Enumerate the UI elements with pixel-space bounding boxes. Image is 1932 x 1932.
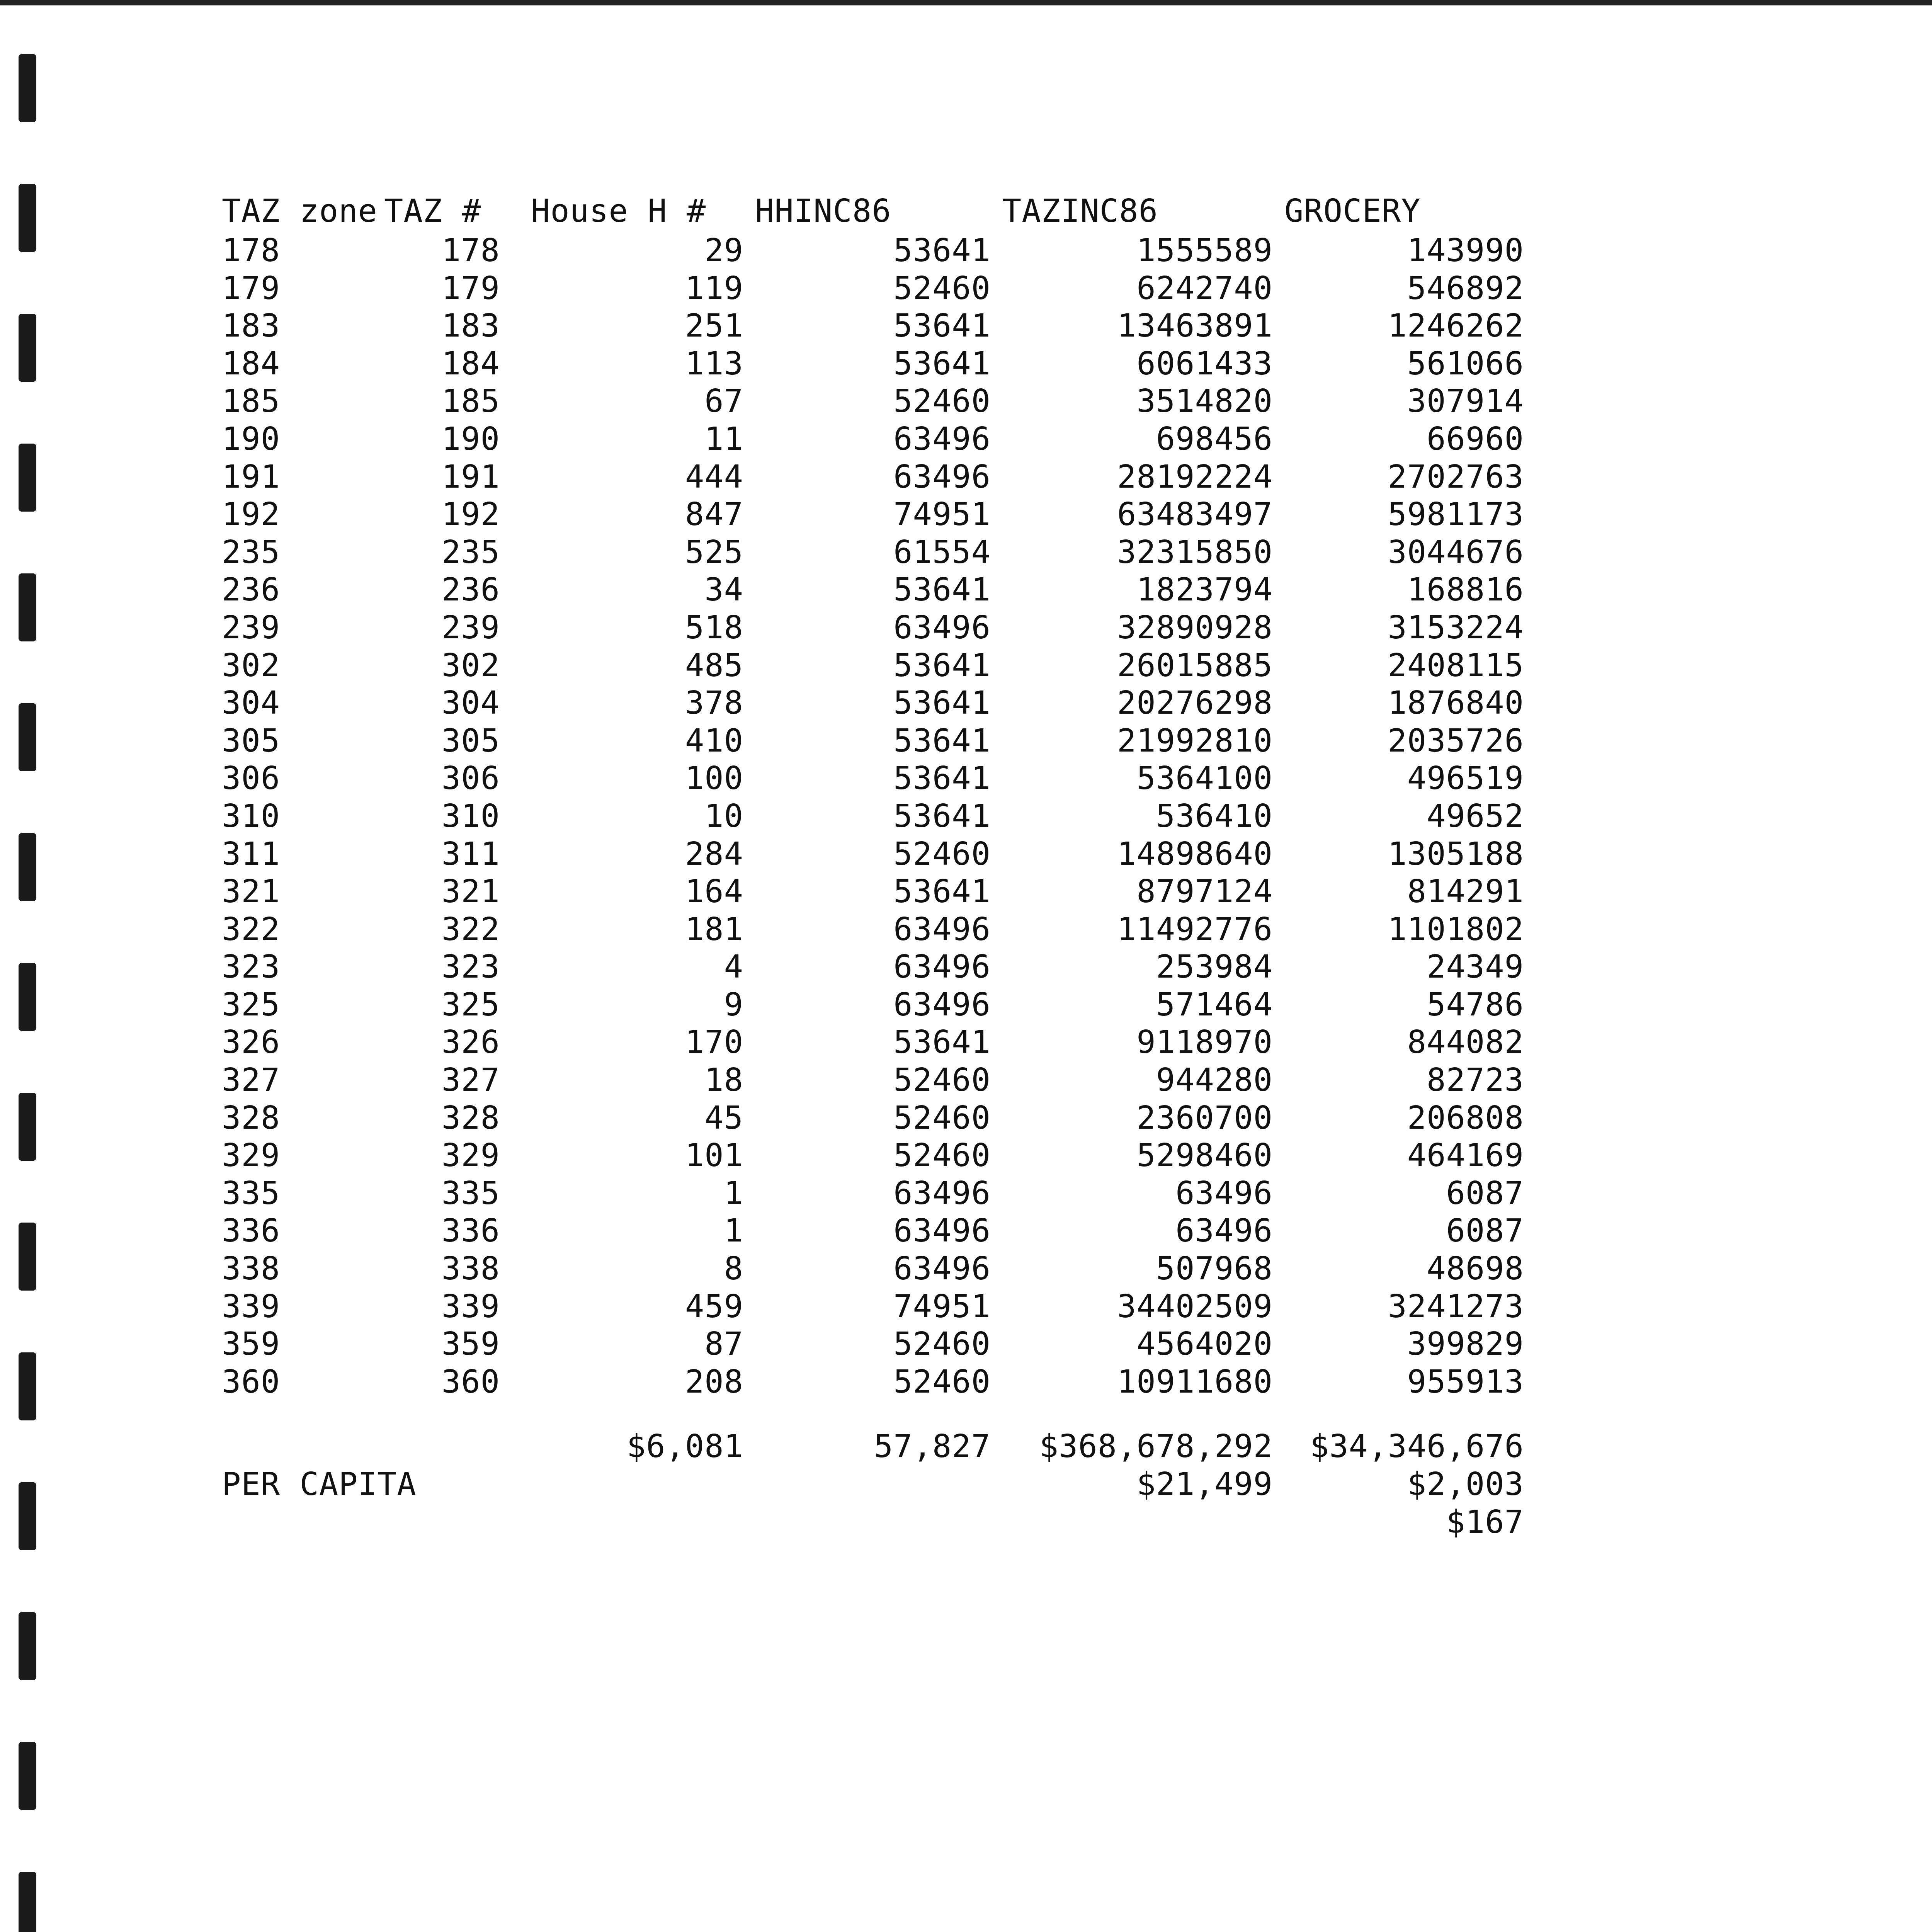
cell-tazinc86: 63496	[1175, 1175, 1273, 1212]
per-capita-extra-blank	[222, 1503, 1273, 1541]
cell-tazinc86: 14898640	[1117, 835, 1273, 872]
cell-taz-zone: 190	[222, 420, 281, 457]
cell-hhinc86: 53641	[893, 798, 991, 835]
cell-tazinc86: 507968	[1156, 1250, 1273, 1287]
cell-households: 34	[704, 571, 743, 609]
cell-tazinc86: 6242740	[1136, 270, 1273, 307]
binding-hole	[19, 963, 36, 1031]
cell-hhinc86: 52460	[893, 1099, 991, 1136]
cell-hhinc86: 63496	[893, 1175, 991, 1212]
binding-hole	[19, 703, 36, 771]
cell-taz-number: 304	[441, 685, 500, 722]
cell-taz-zone: 183	[222, 308, 281, 345]
header-grocery: GROCERY	[1284, 193, 1421, 230]
cell-taz-zone: 310	[222, 798, 281, 835]
cell-hhinc86: 63496	[893, 609, 991, 646]
total-households: $6,081	[626, 1428, 743, 1465]
table-row	[222, 760, 1536, 798]
cell-households: 11	[704, 420, 743, 457]
cell-hhinc86: 74951	[893, 496, 991, 533]
table-row	[222, 647, 1536, 685]
cell-taz-number: 328	[441, 1099, 500, 1136]
cell-grocery: 143990	[1407, 232, 1524, 269]
cell-households: 208	[685, 1363, 743, 1400]
cell-grocery: 24349	[1427, 949, 1524, 986]
cell-taz-number: 306	[441, 760, 500, 797]
data-table	[222, 192, 1536, 1541]
cell-tazinc86: 6061433	[1136, 345, 1273, 382]
cell-tazinc86: 2360700	[1136, 1099, 1273, 1136]
cell-households: 119	[685, 270, 743, 307]
cell-taz-zone: 336	[222, 1213, 281, 1250]
cell-grocery: 546892	[1407, 270, 1524, 307]
cell-taz-number: 336	[441, 1213, 500, 1250]
cell-taz-number: 323	[441, 949, 500, 986]
binding-hole	[19, 314, 36, 382]
cell-grocery: 6087	[1446, 1175, 1524, 1212]
cell-hhinc86: 53641	[893, 722, 991, 759]
cell-tazinc86: 28192224	[1117, 458, 1273, 495]
table-row	[222, 345, 1536, 383]
table-row	[222, 1250, 1536, 1288]
cell-tazinc86: 571464	[1156, 986, 1273, 1023]
table-header	[222, 192, 1536, 232]
per-capita-tazinc: $21,499	[1136, 1466, 1273, 1503]
cell-tazinc86: 10911680	[1117, 1363, 1273, 1400]
cell-taz-zone: 327	[222, 1062, 281, 1099]
cell-grocery: 955913	[1407, 1363, 1524, 1400]
cell-hhinc86: 52460	[893, 270, 991, 307]
cell-taz-number: 321	[441, 873, 500, 910]
totals-blank-number	[384, 1428, 500, 1466]
cell-households: 181	[685, 911, 743, 948]
cell-households: 101	[685, 1137, 743, 1174]
total-grocery: $34,346,676	[1310, 1428, 1524, 1465]
cell-tazinc86: 20276298	[1117, 685, 1273, 722]
cell-grocery: 3153224	[1388, 609, 1524, 646]
cell-taz-number: 360	[441, 1363, 500, 1400]
cell-grocery: 5981173	[1388, 496, 1524, 533]
cell-hhinc86: 63496	[893, 986, 991, 1023]
cell-households: 113	[685, 345, 743, 382]
cell-grocery: 48698	[1427, 1250, 1524, 1287]
cell-taz-number: 311	[441, 835, 500, 872]
cell-taz-number: 239	[441, 609, 500, 646]
cell-grocery: 814291	[1407, 873, 1524, 910]
cell-hhinc86: 63496	[893, 420, 991, 457]
per-capita-grocery-extra: $167	[1446, 1503, 1524, 1541]
cell-taz-zone: 338	[222, 1250, 281, 1287]
cell-taz-zone: 323	[222, 949, 281, 986]
cell-households: 10	[704, 798, 743, 835]
cell-hhinc86: 53641	[893, 685, 991, 722]
cell-taz-number: 305	[441, 722, 500, 759]
cell-tazinc86: 698456	[1156, 420, 1273, 457]
cell-taz-zone: 184	[222, 345, 281, 382]
cell-taz-zone: 329	[222, 1137, 281, 1174]
cell-taz-number: 184	[441, 345, 500, 382]
table-row	[222, 798, 1536, 835]
cell-taz-zone: 302	[222, 647, 281, 684]
binding-hole	[19, 1223, 36, 1291]
cell-households: 87	[704, 1326, 743, 1363]
cell-households: 251	[685, 308, 743, 345]
cell-grocery: 399829	[1407, 1326, 1524, 1363]
cell-hhinc86: 53641	[893, 873, 991, 910]
cell-tazinc86: 944280	[1156, 1062, 1273, 1099]
cell-grocery: 1876840	[1388, 685, 1524, 722]
cell-grocery: 2702763	[1388, 458, 1524, 495]
cell-taz-number: 192	[441, 496, 500, 533]
cell-hhinc86: 53641	[893, 647, 991, 684]
cell-hhinc86: 52460	[893, 835, 991, 872]
cell-taz-number: 322	[441, 911, 500, 948]
binding-hole	[19, 573, 36, 641]
table-row	[222, 458, 1536, 496]
cell-taz-zone: 304	[222, 685, 281, 722]
cell-grocery: 206808	[1407, 1099, 1524, 1136]
cell-tazinc86: 32315850	[1117, 534, 1273, 571]
cell-taz-number: 190	[441, 420, 500, 457]
table-row	[222, 911, 1536, 949]
cell-households: 410	[685, 722, 743, 759]
cell-households: 378	[685, 685, 743, 722]
cell-households: 45	[704, 1099, 743, 1136]
cell-hhinc86: 63496	[893, 949, 991, 986]
cell-households: 525	[685, 534, 743, 571]
cell-hhinc86: 53641	[893, 232, 991, 269]
table-row	[222, 571, 1536, 609]
table-row	[222, 948, 1536, 986]
header-hhinc86: HHINC86	[755, 193, 891, 230]
cell-taz-zone: 185	[222, 383, 281, 420]
binding-hole	[19, 833, 36, 901]
cell-taz-zone: 179	[222, 270, 281, 307]
cell-hhinc86: 63496	[893, 458, 991, 495]
cell-households: 100	[685, 760, 743, 797]
cell-tazinc86: 536410	[1156, 798, 1273, 835]
cell-households: 1	[724, 1175, 743, 1212]
binding-hole	[19, 444, 36, 512]
cell-taz-number: 178	[441, 232, 500, 269]
cell-taz-zone: 321	[222, 873, 281, 910]
table-row	[222, 722, 1536, 760]
cell-taz-number: 302	[441, 647, 500, 684]
cell-hhinc86: 63496	[893, 1250, 991, 1287]
cell-tazinc86: 5298460	[1136, 1137, 1273, 1174]
cell-households: 459	[685, 1288, 743, 1325]
cell-grocery: 49652	[1427, 798, 1524, 835]
cell-taz-zone: 328	[222, 1099, 281, 1136]
cell-households: 67	[704, 383, 743, 420]
cell-grocery: 464169	[1407, 1137, 1524, 1174]
cell-households: 29	[704, 232, 743, 269]
cell-tazinc86: 34402509	[1117, 1288, 1273, 1325]
cell-taz-zone: 311	[222, 835, 281, 872]
cell-households: 485	[685, 647, 743, 684]
cell-taz-zone: 325	[222, 986, 281, 1023]
cell-taz-zone: 239	[222, 609, 281, 646]
cell-hhinc86: 52460	[893, 383, 991, 420]
total-hhinc: 57,827	[874, 1428, 991, 1465]
table-row	[222, 383, 1536, 420]
cell-grocery: 6087	[1446, 1213, 1524, 1250]
cell-grocery: 66960	[1427, 420, 1524, 457]
table-row	[222, 270, 1536, 308]
cell-grocery: 2035726	[1388, 722, 1524, 759]
table-body	[222, 232, 1536, 1401]
cell-taz-zone: 305	[222, 722, 281, 759]
cell-tazinc86: 11492776	[1117, 911, 1273, 948]
cell-hhinc86: 52460	[893, 1326, 991, 1363]
totals-blank-zone	[222, 1428, 384, 1466]
cell-taz-number: 326	[441, 1024, 500, 1061]
table-row	[222, 534, 1536, 571]
binding-hole	[19, 54, 36, 122]
cell-grocery: 561066	[1407, 345, 1524, 382]
per-capita-grocery: $2,003	[1407, 1466, 1524, 1503]
cell-hhinc86: 53641	[893, 760, 991, 797]
cell-taz-number: 179	[441, 270, 500, 307]
cell-taz-zone: 236	[222, 571, 281, 609]
table-row	[222, 684, 1536, 722]
table-row	[222, 1099, 1536, 1137]
cell-taz-number: 185	[441, 383, 500, 420]
cell-taz-zone: 191	[222, 458, 281, 495]
binding-hole	[19, 1612, 36, 1680]
cell-households: 444	[685, 458, 743, 495]
cell-taz-zone: 322	[222, 911, 281, 948]
cell-tazinc86: 9118970	[1136, 1024, 1273, 1061]
cell-taz-number: 327	[441, 1062, 500, 1099]
cell-grocery: 3044676	[1388, 534, 1524, 571]
cell-taz-zone: 335	[222, 1175, 281, 1212]
header-taz-number: TAZ #	[384, 193, 481, 230]
cell-taz-number: 359	[441, 1326, 500, 1363]
cell-taz-number: 236	[441, 571, 500, 609]
table-row	[222, 1024, 1536, 1061]
cell-tazinc86: 1555589	[1136, 232, 1273, 269]
cell-grocery: 2408115	[1388, 647, 1524, 684]
cell-households: 4	[724, 949, 743, 986]
cell-hhinc86: 53641	[893, 571, 991, 609]
cell-grocery: 168816	[1407, 571, 1524, 609]
cell-grocery: 1101802	[1388, 911, 1524, 948]
cell-taz-zone: 306	[222, 760, 281, 797]
table-row	[222, 496, 1536, 534]
cell-households: 18	[704, 1062, 743, 1099]
cell-tazinc86: 63496	[1175, 1213, 1273, 1250]
cell-households: 1	[724, 1213, 743, 1250]
table-row	[222, 986, 1536, 1024]
cell-hhinc86: 63496	[893, 1213, 991, 1250]
binding-hole	[19, 1872, 36, 1932]
header-tazinc86: TAZINC86	[1002, 193, 1158, 230]
header-households: House H #	[531, 193, 706, 230]
table-row	[222, 307, 1536, 345]
binding-hole	[19, 1093, 36, 1161]
cell-tazinc86: 13463891	[1117, 308, 1273, 345]
cell-grocery: 496519	[1407, 760, 1524, 797]
cell-hhinc86: 61554	[893, 534, 991, 571]
binding-hole	[19, 184, 36, 252]
cell-hhinc86: 53641	[893, 1024, 991, 1061]
totals-spacer	[222, 1401, 1536, 1428]
cell-households: 8	[724, 1250, 743, 1287]
table-row	[222, 1212, 1536, 1250]
binding-hole	[19, 1482, 36, 1550]
header-taz-zone: TAZ zone	[222, 193, 378, 230]
cell-households: 518	[685, 609, 743, 646]
table-row	[222, 1288, 1536, 1326]
table-row	[222, 1061, 1536, 1099]
table-row	[222, 1137, 1536, 1175]
cell-tazinc86: 63483497	[1117, 496, 1273, 533]
binding-hole	[19, 1742, 36, 1810]
cell-tazinc86: 8797124	[1136, 873, 1273, 910]
cell-taz-number: 325	[441, 986, 500, 1023]
cell-hhinc86: 53641	[893, 345, 991, 382]
cell-households: 170	[685, 1024, 743, 1061]
cell-taz-zone: 326	[222, 1024, 281, 1061]
cell-households: 9	[724, 986, 743, 1023]
cell-taz-number: 335	[441, 1175, 500, 1212]
table-row	[222, 1325, 1536, 1363]
cell-grocery: 82723	[1427, 1062, 1524, 1099]
cell-taz-number: 329	[441, 1137, 500, 1174]
totals-row	[222, 1428, 1536, 1466]
cell-taz-zone: 192	[222, 496, 281, 533]
cell-taz-zone: 235	[222, 534, 281, 571]
cell-grocery: 844082	[1407, 1024, 1524, 1061]
cell-taz-number: 191	[441, 458, 500, 495]
cell-hhinc86: 53641	[893, 308, 991, 345]
cell-grocery: 307914	[1407, 383, 1524, 420]
cell-households: 164	[685, 873, 743, 910]
per-capita-row	[222, 1466, 1536, 1503]
cell-taz-number: 235	[441, 534, 500, 571]
per-capita-label: PER CAPITA	[222, 1466, 417, 1503]
cell-tazinc86: 253984	[1156, 949, 1273, 986]
table-row	[222, 232, 1536, 270]
per-capita-extra-row	[222, 1503, 1536, 1541]
cell-tazinc86: 4564020	[1136, 1326, 1273, 1363]
cell-tazinc86: 3514820	[1136, 383, 1273, 420]
cell-households: 284	[685, 835, 743, 872]
cell-households: 847	[685, 496, 743, 533]
cell-tazinc86: 32890928	[1117, 609, 1273, 646]
table-row	[222, 609, 1536, 647]
cell-taz-number: 183	[441, 308, 500, 345]
cell-grocery: 1246262	[1388, 308, 1524, 345]
cell-grocery: 1305188	[1388, 835, 1524, 872]
cell-taz-zone: 178	[222, 232, 281, 269]
cell-hhinc86: 52460	[893, 1137, 991, 1174]
cell-hhinc86: 63496	[893, 911, 991, 948]
cell-tazinc86: 1823794	[1136, 571, 1273, 609]
top-edge-rule	[0, 0, 1932, 5]
cell-grocery: 3241273	[1388, 1288, 1524, 1325]
cell-taz-number: 310	[441, 798, 500, 835]
cell-taz-zone: 360	[222, 1363, 281, 1400]
table-row	[222, 873, 1536, 911]
table-row	[222, 1363, 1536, 1401]
table-row	[222, 1175, 1536, 1213]
cell-tazinc86: 21992810	[1117, 722, 1273, 759]
cell-grocery: 54786	[1427, 986, 1524, 1023]
cell-taz-number: 338	[441, 1250, 500, 1287]
cell-tazinc86: 26015885	[1117, 647, 1273, 684]
cell-taz-zone: 339	[222, 1288, 281, 1325]
table-row	[222, 420, 1536, 458]
table-row	[222, 835, 1536, 873]
cell-hhinc86: 52460	[893, 1363, 991, 1400]
cell-hhinc86: 52460	[893, 1062, 991, 1099]
cell-hhinc86: 74951	[893, 1288, 991, 1325]
total-tazinc: $368,678,292	[1039, 1428, 1273, 1465]
cell-taz-number: 339	[441, 1288, 500, 1325]
cell-tazinc86: 5364100	[1136, 760, 1273, 797]
binding-hole	[19, 1352, 36, 1420]
cell-taz-zone: 359	[222, 1326, 281, 1363]
